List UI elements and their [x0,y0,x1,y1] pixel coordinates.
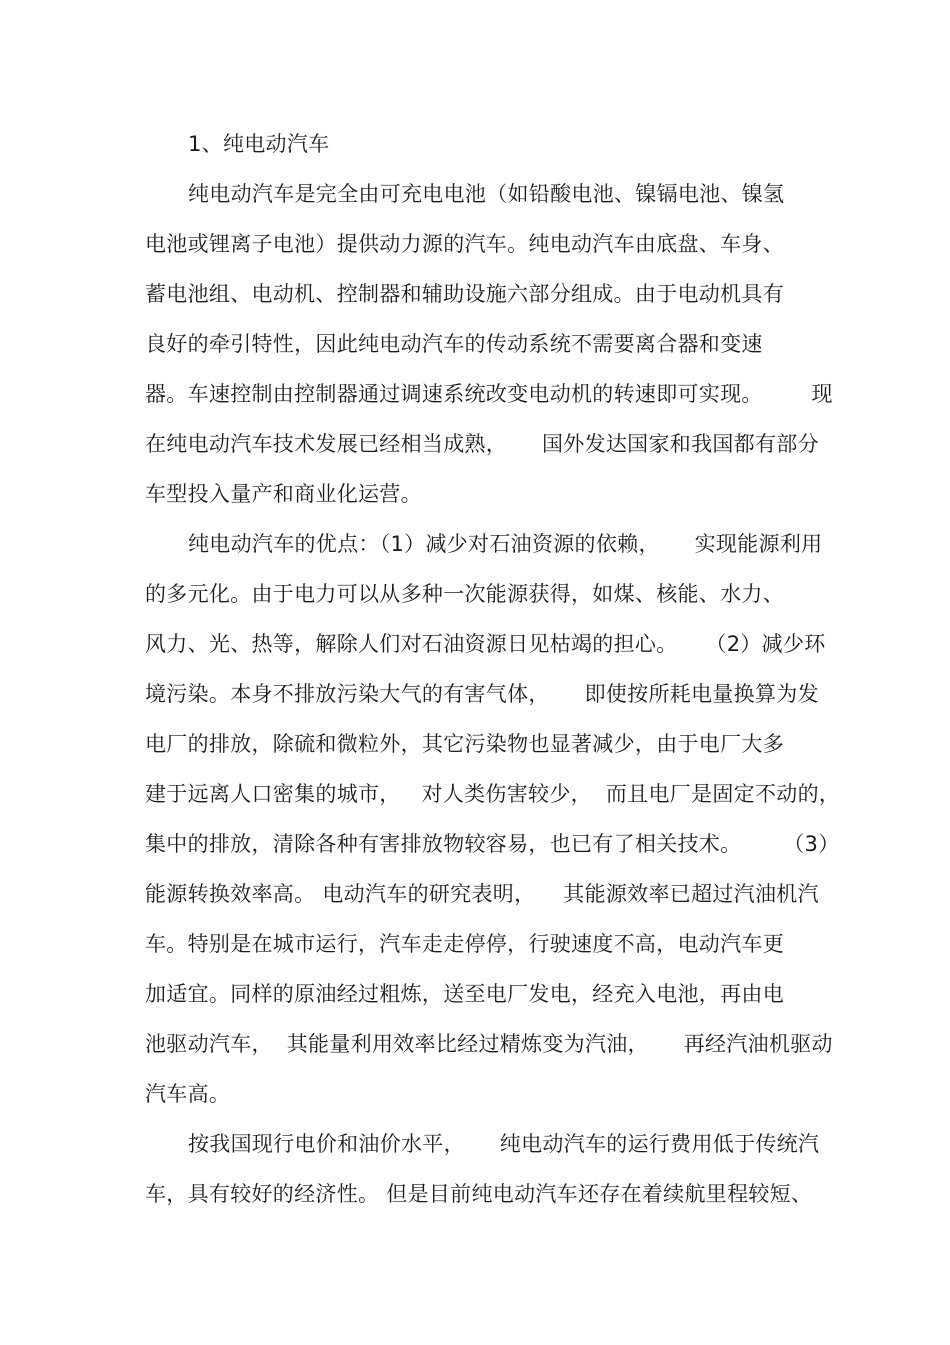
text-line: 电厂的排放，除硫和微粒外，其它污染物也显著减少，由于电厂大多 [145,732,784,756]
text-line: 能源转换效率高。 电动汽车的研究表明， 其能源效率已超过汽油机汽 [145,882,819,906]
text-line: 的多元化。由于电力可以从多种一次能源获得，如煤、核能、水力、 [145,582,784,606]
text-line: 蓄电池组、电动机、控制器和辅助设施六部分组成。由于电动机具有 [145,282,784,306]
text-line: 加适宜。同样的原油经过粗炼，送至电厂发电，经充入电池，再由电 [145,982,784,1006]
text-line: 电池或锂离子电池）提供动力源的汽车。纯电动汽车由底盘、车身、 [145,232,784,256]
text-line: 建于远离人口密集的城市， 对人类伤害较少， 而且电厂是固定不动的， [145,782,841,806]
text-line: 器。车速控制由控制器通过调速系统改变电动机的转速即可实现。 现 [145,382,833,406]
text-line: 汽车高。 [145,1082,231,1106]
text-line: 车。特别是在城市运行，汽车走走停停，行驶速度不高，电动汽车更 [145,932,784,956]
text-line: 按我国现行电价和油价水平， 纯电动汽车的运行费用低于传统汽 [188,1132,820,1156]
text-line: 纯电动汽车是完全由可充电电池（如铅酸电池、镍镉电池、镍氢 [188,182,785,206]
text-line: 风力、光、热等，解除人们对石油资源日见枯竭的担心。 （2）减少环 [145,632,826,656]
text-line: 车，具有较好的经济性。 但是目前纯电动汽车还存在着续航里程较短、 [145,1182,813,1206]
text-line: 纯电动汽车的优点：（1）减少对石油资源的依赖， 实现能源利用 [188,532,823,556]
text-line: 境污染。本身不排放污染大气的有害气体， 即使按所耗电量换算为发 [145,682,819,706]
text-line: 车型投入量产和商业化运营。 [145,482,422,506]
text-line: 集中的排放，清除各种有害排放物较容易，也已有了相关技术。 （3） [145,832,840,856]
text-line: 池驱动汽车， 其能量利用效率比经过精炼变为汽油， 再经汽油机驱动 [145,1032,833,1056]
text-line: 在纯电动汽车技术发展已经相当成熟， 国外发达国家和我国都有部分 [145,432,819,456]
section-heading: 1、纯电动汽车 [188,132,330,156]
text-line: 良好的牵引特性，因此纯电动汽车的传动系统不需要离合器和变速 [145,332,763,356]
